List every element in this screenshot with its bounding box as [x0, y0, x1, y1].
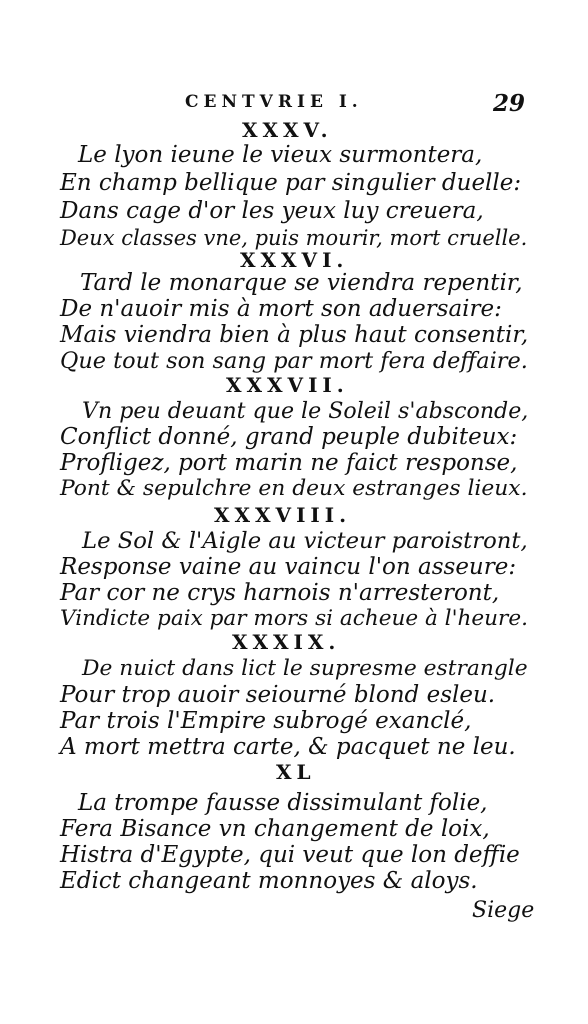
catchword: Siege	[472, 898, 535, 923]
verse-line: Que tout son sang par mort fera deffaire.	[60, 348, 528, 374]
verse-line: Conflict donné, grand peuple dubiteux:	[60, 424, 518, 450]
quatrain-heading: XXXV.	[242, 118, 333, 142]
quatrain-heading: XXXIX.	[232, 630, 341, 654]
verse-line: De n'auoir mis à mort son aduersaire:	[60, 296, 502, 322]
quatrain-heading: XXXVIII.	[214, 503, 352, 527]
verse-line: En champ bellique par singulier duelle:	[60, 170, 522, 196]
verse-line: Edict changeant monnoyes & aloys.	[60, 868, 478, 894]
verse-line: Histra d'Egypte, qui veut que lon deffie	[60, 842, 520, 868]
verse-line: Pont & sepulchre en deux estranges lieux.	[60, 476, 528, 501]
verse-line: Mais viendra bien à plus haut consentir,	[60, 322, 529, 348]
verse-line: Fera Bisance vn changement de loix,	[60, 816, 490, 842]
quatrain-heading: XXXVI.	[240, 248, 349, 272]
quatrain-heading: XXXVII.	[226, 373, 349, 397]
quatrain-heading: XL	[276, 760, 316, 784]
verse-line: Le Sol & l'Aigle au victeur paroistront,	[82, 528, 528, 554]
verse-line: Dans cage d'or les yeux luy creuera,	[60, 198, 484, 224]
verse-line: Le lyon ieune le vieux surmontera,	[78, 142, 483, 168]
verse-line: Tard le monarque se viendra repentir,	[80, 270, 523, 296]
page-number: 29	[493, 90, 526, 117]
running-head: CENTVRIE I.	[185, 92, 363, 112]
verse-line: Vindicte paix par mors si acheue à l'heure.	[60, 606, 528, 631]
verse-line: La trompe fausse dissimulant folie,	[78, 790, 488, 816]
verse-line: De nuict dans lict le supresme estrangle	[82, 656, 528, 681]
verse-line: Response vaine au vaincu l'on asseure:	[60, 554, 517, 580]
verse-line: Par cor ne crys harnois n'arresteront,	[60, 580, 500, 606]
verse-line: Profligez, port marin ne faict response,	[60, 450, 518, 476]
verse-line: Vn peu deuant que le Soleil s'absconde,	[82, 398, 529, 424]
verse-line: Par trois l'Empire subrogé exanclé,	[60, 708, 472, 734]
verse-line: A mort mettra carte, & pacquet ne leu.	[60, 734, 516, 760]
verse-line: Deux classes vne, puis mourir, mort cruelle.	[60, 226, 528, 250]
verse-line: Pour trop auoir seiourné blond esleu.	[60, 682, 496, 708]
